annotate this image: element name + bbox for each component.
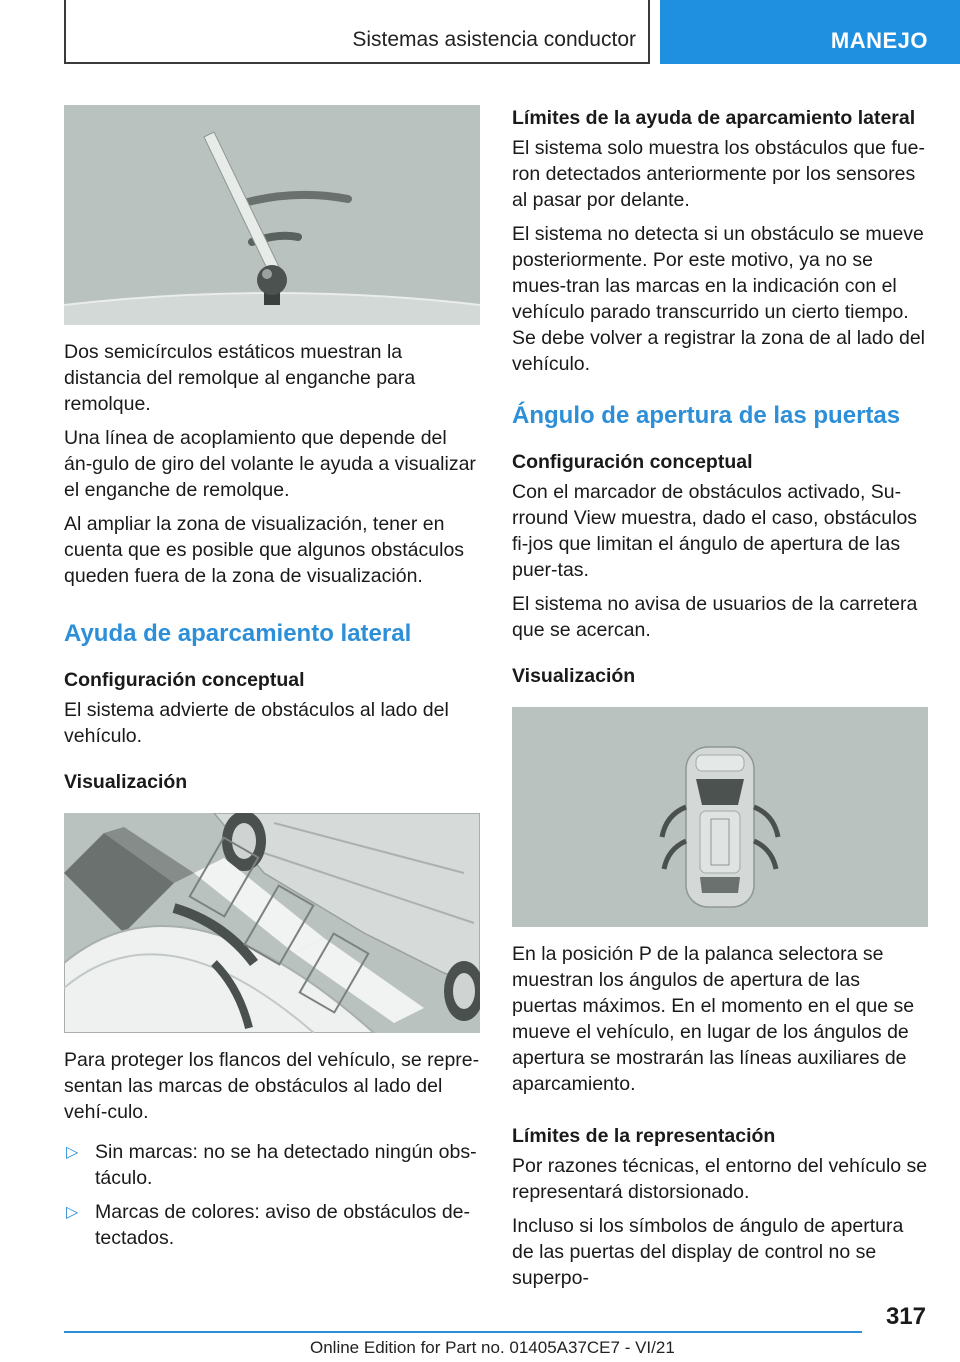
paragraph-no-warning: El sistema no avisa de usuarios de la carretera que se acercan.: [512, 593, 918, 641]
section-tab[interactable]: [660, 0, 960, 64]
trailer-hitch-figure: [64, 105, 480, 325]
paragraph-coupling-line: Una línea de acoplamiento que depende del án-gulo de giro del volante le ayuda a visualizar el enganche de remolque.: [64, 427, 476, 501]
section-title-door-angle: Ángulo de apertura de las puertas: [512, 402, 901, 429]
section-tab-label: MANEJO: [830, 28, 928, 53]
paragraph-moving-obstacles: El sistema no detecta si un obstáculo se mueve posteriormente. Por este motivo, ya no se mues-tran las marcas en la indicación con el vehículo parado transcurrido un cierto tiempo. Se debe volver a registrar la zona de al lado del vehículo.: [512, 223, 926, 375]
heading-visualization: Visualización: [64, 771, 188, 793]
right-column: [512, 105, 928, 1299]
triangle-bullet-icon: ▷: [66, 1204, 79, 1221]
door-angle-figure: [512, 707, 928, 927]
triangle-bullet-icon: ▷: [66, 1144, 79, 1161]
header-box: [64, 0, 650, 64]
heading-concept: Configuración conceptual: [64, 669, 305, 691]
chapter-title: Sistemas asistencia conductor: [352, 28, 636, 51]
side-parking-illustration: [64, 813, 480, 1033]
list-item: ▷ Sin marcas: no se ha detectado ningún obs-táculo.: [66, 1141, 477, 1189]
section-title-side-parking: Ayuda de aparcamiento lateral: [64, 620, 412, 647]
marks-list: [64, 1139, 480, 1251]
paragraph-position-p: En la posición P de la palanca selectora se muestran los ángulos de apertura de las puertas máximos. En el momento en el que se mueve el vehículo, en lugar de los ángulos de apertura se mostrarán las líneas auxiliares de aparcamiento.: [512, 943, 915, 1095]
paragraph-flanks: Para proteger los flancos del vehículo, se repre-sentan las marcas de obstáculos al lado del vehí-culo.: [64, 1049, 480, 1123]
heading-visualization-door: Visualización: [512, 665, 636, 687]
list-item: ▷ Marcas de colores: aviso de obstáculos de-tectados.: [66, 1201, 471, 1249]
paragraph-detected-obstacles: El sistema solo muestra los obstáculos que fue-ron detectados anteriormente por los sensores al pasar por delante.: [512, 137, 925, 211]
paragraph-zoom: Al ampliar la zona de visualización, tener en cuenta que es posible que algunos obstáculos queden fuera de la zona de visualización.: [64, 513, 465, 587]
paragraph-symbols-overlap: Incluso si los símbolos de ángulo de apertura de las puertas del display de control no se superpo-: [512, 1215, 904, 1289]
heading-concept-door: Configuración conceptual: [512, 451, 753, 473]
paragraph-concept: El sistema advierte de obstáculos al lado del vehículo.: [64, 699, 449, 747]
paragraph-semicircles: Dos semicírculos estáticos muestran la distancia del remolque al enganche para remolque.: [64, 341, 416, 415]
door-angle-illustration: [512, 707, 928, 927]
heading-limits-side-parking: Límites de la ayuda de aparcamiento lateral: [512, 107, 916, 129]
trailer-hitch-illustration: [64, 105, 480, 325]
footer-edition: Online Edition for Part no. 01405A37CE7 - VI/21: [310, 1338, 675, 1357]
side-parking-figure: [64, 813, 480, 1033]
paragraph-distorted: Por razones técnicas, el entorno del vehículo se representará distorsionado.: [512, 1155, 928, 1203]
heading-representation-limits: Límites de la representación: [512, 1125, 776, 1147]
paragraph-surround-view: Con el marcador de obstáculos activado, Su-rround View muestra, dado el caso, obstáculos fi-jos que limitan el ángulo de apertura de las puer-tas.: [512, 481, 918, 581]
left-column: [64, 105, 480, 1259]
page-number: 317: [885, 1303, 926, 1330]
footer-divider: [64, 1331, 862, 1333]
